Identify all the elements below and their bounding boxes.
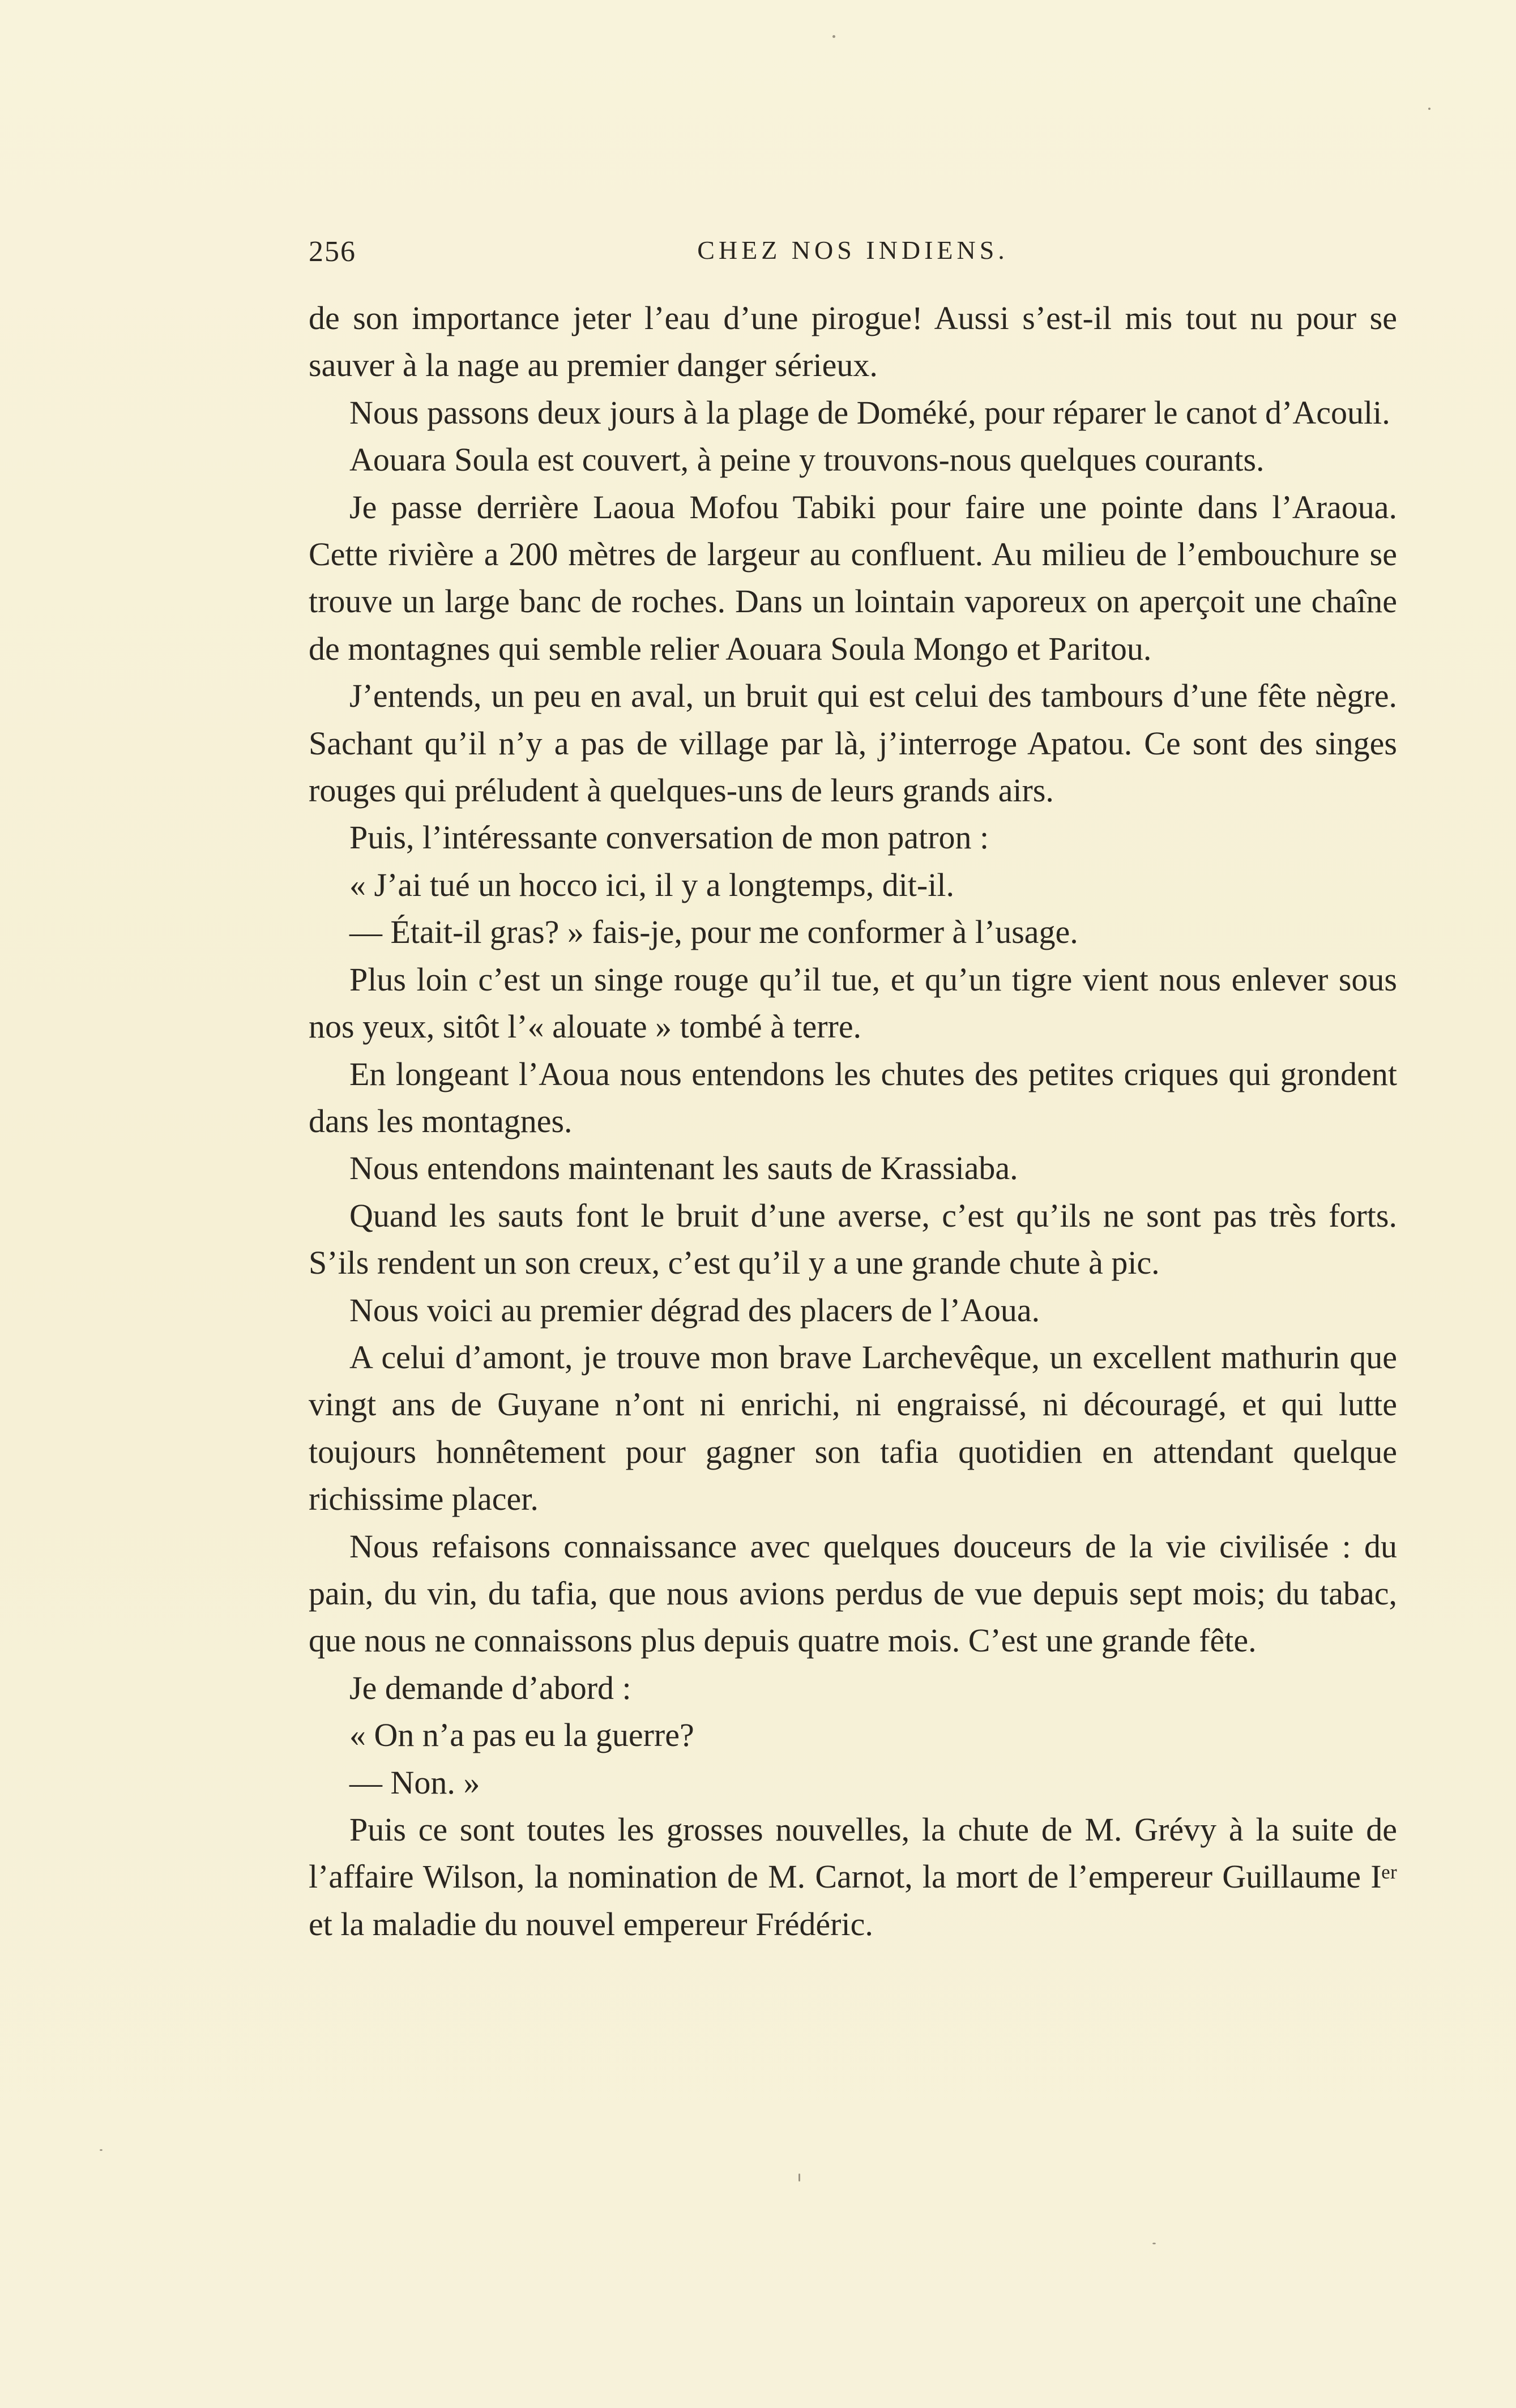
paragraph: Je demande d’abord : xyxy=(349,1669,631,1706)
paper-speck xyxy=(832,35,835,38)
paper-speck xyxy=(1428,108,1430,110)
paragraph: Puis ce sont toutes les grosses nouvelles, la chute de M. Grévy à la suite de l’affaire Wilson, la nomination de M. Carnot, la mort de l’empereur Guillaume Iᵉʳ et la maladie du nouvel empereur Frédéric. xyxy=(309,1811,1397,1942)
running-title: CHEZ NOS INDIENS. xyxy=(697,236,1009,264)
paragraph: Plus loin c’est un singe rouge qu’il tue, et qu’un tigre vient nous enlever sous nos yeux, sitôt l’« alouate » tombé à terre. xyxy=(309,960,1397,1045)
body-text xyxy=(309,294,1397,1948)
paragraph: Puis, l’intéressante conversation de mon patron : xyxy=(349,819,989,856)
paragraph: Nous refaisons connaissance avec quelques douceurs de la vie civilisée : du pain, du vin, du tafia, que nous avions perdus de vue depuis sept mois; du tabac, que nous ne connaissons plus depuis quatre mois. C’est une grande fête. xyxy=(309,1527,1397,1659)
paragraph: J’entends, un peu en aval, un bruit qui est celui des tambours d’une fête nègre. Sachant qu’il n’y a pas de village par là, j’interroge Apatou. Ce sont des singes rouges qui préludent à quelques-uns de leurs grands airs. xyxy=(309,677,1397,809)
paragraph: Nous entendons maintenant les sauts de Krassiaba. xyxy=(349,1150,1018,1187)
paragraph: A celui d’amont, je trouve mon brave Larchevêque, un excellent mathurin que vingt ans de Guyane n’ont ni enrichi, ni engraissé, ni découragé, et qui lutte toujours honnêtement pour gagner son tafia quotidien en attendant quelque richissime placer. xyxy=(309,1338,1397,1518)
dialogue-line: — Était-il gras? » fais-je, pour me conformer à l’usage. xyxy=(349,913,1078,951)
page-number: 256 xyxy=(309,236,356,268)
dialogue-line: — Non. » xyxy=(349,1764,480,1801)
paragraph-continuation: de son importance jeter l’eau d’une pirogue! Aussi s’est-il mis tout nu pour se sauver à la nage au premier danger sérieux. xyxy=(309,300,1397,384)
paragraph: Quand les sauts font le bruit d’une averse, c’est qu’ils ne sont pas très forts. S’ils rendent un son creux, c’est qu’il y a une grande chute à pic. xyxy=(309,1197,1397,1282)
paper-speck xyxy=(798,2174,800,2181)
paragraph: Aouara Soula est couvert, à peine y trouvons-nous quelques courants. xyxy=(349,441,1265,479)
page-header xyxy=(309,235,1397,269)
paper-speck xyxy=(100,2149,103,2151)
dialogue-line: « On n’a pas eu la guerre? xyxy=(349,1717,694,1754)
paragraph: Nous voici au premier dégrad des placers de l’Aoua. xyxy=(349,1291,1040,1329)
dialogue-line: « J’ai tué un hocco ici, il y a longtemps, dit-il. xyxy=(349,866,954,903)
paragraph: En longeant l’Aoua nous entendons les chutes des petites criques qui grondent dans les montagnes. xyxy=(309,1055,1397,1139)
paragraph: Je passe derrière Laoua Mofou Tabiki pour faire une pointe dans l’Araoua. Cette rivière a 200 mètres de largeur au confluent. Au milieu de l’embouchure se trouve un large banc de roches. Dans un lointain vaporeux on aperçoit une chaîne de montagnes qui semble relier Aouara Soula Mongo et Paritou. xyxy=(309,488,1397,667)
paragraph: Nous passons deux jours à la plage de Doméké, pour réparer le canot d’Acouli. xyxy=(349,394,1390,431)
paper-speck xyxy=(1152,2243,1156,2244)
